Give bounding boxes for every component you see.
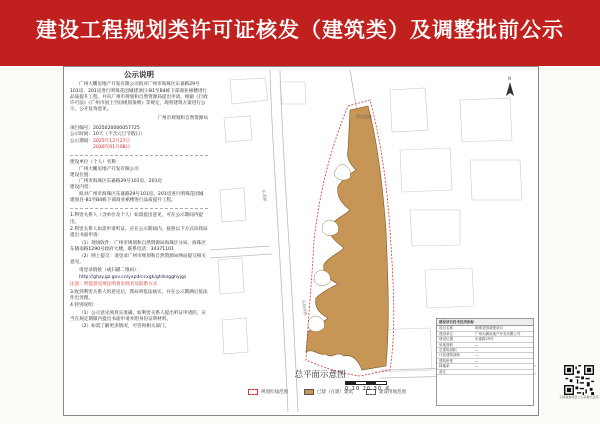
- table-row: 用地面积 —: [437, 343, 533, 348]
- table-row: 建设位置 东嘉路29号: [437, 337, 533, 342]
- legend-swatch: [304, 389, 314, 395]
- neighbor-building: [460, 98, 512, 142]
- scale-text: 0 10 20 30 米: [345, 386, 391, 392]
- procedure-note: 注意：所提意见须注明真实姓名及联系方式: [70, 282, 158, 288]
- neighbor-building: [224, 116, 252, 142]
- notice-title: 公示说明: [124, 70, 154, 79]
- neighbor-building: [222, 318, 248, 354]
- legend-item: 规划红线范围: [248, 389, 288, 395]
- svg-text:N: N: [508, 76, 511, 81]
- divider: [70, 208, 208, 209]
- procedure-section: [70, 213, 208, 330]
- table-row: 备注: [437, 370, 533, 375]
- procedure-item-1: 1.利害关系人（含单位及个人）如需提出意见，可在公示期间内提出。: [70, 213, 204, 225]
- page-title: 建设工程规划类许可证核发（建筑类）及调整批前公示: [36, 18, 564, 42]
- qr-caption: 扫码查看项目公示及提交意见: [559, 395, 599, 399]
- project-number-row: 项目编号：2025020000057725: [70, 126, 140, 132]
- procedure-link[interactable]: http://ghzy.gz.gov.cn/yxpd/ccxgk/gh/ksgghyjgs: [79, 275, 187, 281]
- table-row: 计容建筑面积 —: [437, 353, 533, 358]
- divider: [70, 155, 208, 156]
- end-date-row: [70, 145, 208, 151]
- neighbor-building: [230, 78, 268, 104]
- procedure-item-2b: （2）网上提交：请登录广州市规划和自然资源局网站提交相关意见。: [70, 254, 206, 266]
- start-date: 2025年12月27日: [92, 138, 131, 144]
- neighbor-building: [218, 258, 244, 294]
- notice-signature: 广州市规划和自然资源局: [157, 115, 208, 121]
- site-label: 项目范围: [356, 114, 372, 119]
- technical-indicators-table: [436, 318, 534, 406]
- procedure-item-3: 3.收到利害关系人的意见后，我局将依法核实，并在公示期满后依法作出处理。: [70, 289, 208, 301]
- start-date-row: 公示期间：2025年12月27日: [70, 138, 131, 144]
- procedure-item-4b: （2）如需了解更多情况，可咨询相关部门。: [79, 324, 170, 330]
- street-label: 东嘉路: [261, 189, 269, 202]
- neighbor-building: [400, 148, 452, 192]
- qr-code-icon[interactable]: [564, 365, 594, 395]
- applicant-name: 广州大鹏房地产开发有限公司: [79, 166, 139, 172]
- table-row: 建设单位 广州大鹏房地产开发有限公司: [437, 332, 533, 337]
- north-arrow-icon: [506, 82, 514, 96]
- neighbor-building: [425, 268, 474, 308]
- neighbor-building: [220, 188, 246, 222]
- table-row: 项目名称 明珠花园城建项目: [437, 326, 533, 331]
- table-row: 总建筑面积 —: [437, 348, 533, 353]
- table-row: 绿地率 —: [437, 364, 533, 369]
- scale-bar: [345, 381, 435, 395]
- site-plan-title: 总平面示意图: [294, 370, 346, 380]
- end-date: 2026年01月08日: [92, 144, 131, 150]
- legend-swatch: [248, 389, 258, 395]
- table-row: 建筑密度 —: [437, 359, 533, 364]
- project-number: 2025020000057725: [92, 126, 140, 132]
- header-banner: [0, 0, 600, 66]
- north-arrow: [506, 76, 514, 96]
- neighbor-building: [280, 82, 306, 104]
- notice-intro: 广州大鹏房地产开发有限公司拟对广州市海珠区东嘉路29号101房、201房进行明珠花园城建项目-B1至B4栋下部商业裙楼进行品质提升工程，并向广州市规划和自然资源局提出申请。根据《行政许可法》《广州市国土空间规划条例》等规定，现将建筑方案进行公示，公开征询意见。: [70, 82, 208, 113]
- applicant-section: 建设单位（个人）名称： 广州大鹏房地产开发有限公司 建设位置： 广州市海珠区东嘉路29号101房、201房 建设内容： 拟对广州市海珠区东嘉路29号101房、201房进行明珠花园城建项目-B1至B4栋下部商业裙楼进行品质提升工程。: [70, 160, 208, 204]
- legend-item: 已建（在建）建筑: [304, 389, 353, 395]
- procedure-item-2a: （1）现场收件：广州市规划和自然资源局海珠区分局，海珠区东晓南路1290号政府大楼，联系电话：34371101: [70, 240, 206, 252]
- notice-panel: [70, 70, 208, 408]
- neighbor-building: [470, 160, 522, 200]
- procedure-item-2: 2.利害关系人如需申请听证，应在公示期间内，按照以下方式向我局提出书面申请：: [70, 226, 208, 239]
- table-header: 建设项目技术经济指标: [437, 319, 533, 326]
- street-label: 东晓南路: [301, 299, 309, 316]
- procedure-item-4a: （1）公示意见须真实准确，如利害关系人提出听证申请的，应当在规定期限内提出书面申请并附身份证明材料。: [70, 310, 206, 322]
- legend-item: 建设用地范围: [366, 389, 406, 395]
- neighbor-building: [410, 210, 460, 246]
- procedure-item-2c: 请登录链接（或扫描二维码）：: [79, 267, 142, 273]
- period-row: 公示时间：10天（不含元旦节假日）: [70, 132, 145, 138]
- neighbor-building: [390, 88, 428, 132]
- notice-meta: [70, 126, 208, 151]
- procedure-item-4: 4.特别说明：: [70, 303, 98, 309]
- project-content: 拟对广州市海珠区东嘉路29号101房、201房进行明珠花园城建项目-B1至B4栋下部商业裙楼进行品质提升工程。: [70, 191, 204, 204]
- project-location: 广州市海珠区东嘉路29号101房、201房: [79, 179, 163, 185]
